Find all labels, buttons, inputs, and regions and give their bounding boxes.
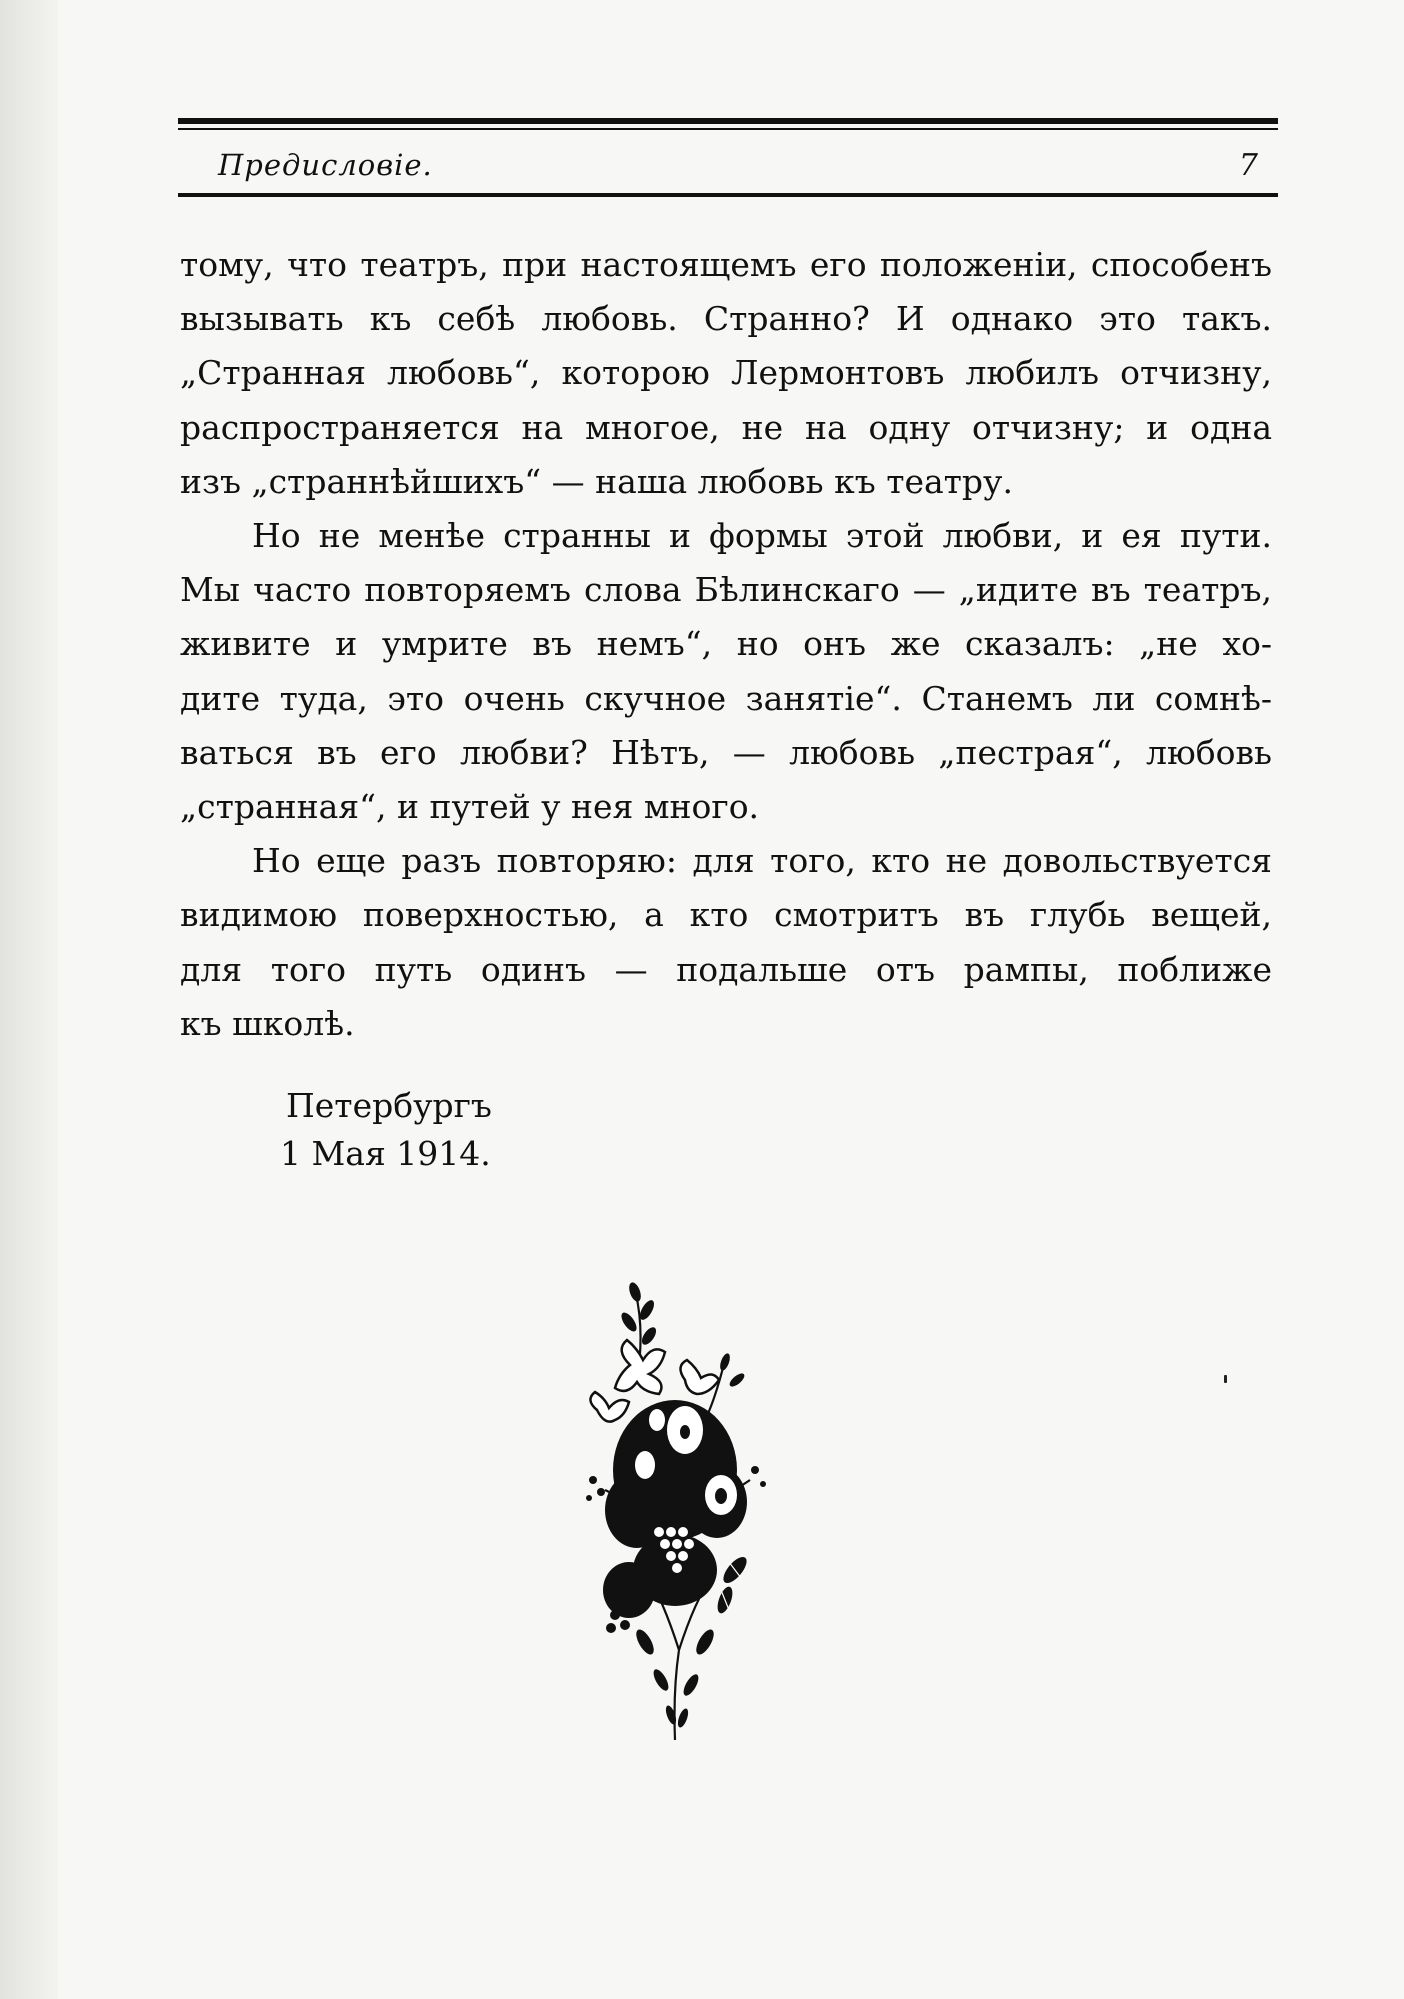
header-rule-thin [178, 128, 1278, 130]
paragraph [180, 238, 1272, 509]
text-line: Мы часто повторяемъ слова Бѣлинскаго — „идите въ театръ, [180, 570, 1272, 610]
running-head-title: Предисловіе. [218, 148, 433, 182]
text-line: „странная“, и путей у нея много. [180, 787, 760, 827]
text-line: вызывать къ себѣ любовь. Странно? И однако это такъ. [180, 299, 1272, 339]
signature-place: Петербургъ [286, 1086, 492, 1125]
header-rule-bottom [178, 193, 1278, 197]
header-rule-thick [178, 118, 1278, 124]
signature-date: 1 Мая 1914. [280, 1134, 491, 1173]
page-gutter-shadow [0, 0, 58, 1999]
text-line: къ школѣ. [180, 1003, 355, 1043]
paragraph [180, 834, 1272, 1051]
text-line: Но еще разъ повторяю: для того, кто не довольствуется [252, 841, 1272, 881]
paragraph [180, 509, 1272, 834]
print-speck [1224, 1375, 1227, 1383]
page-number: 7 [1238, 148, 1258, 183]
text-line: распространяется на многое, не на одну отчизну; и одна [180, 407, 1272, 447]
text-line: для того путь одинъ — подальше отъ рампы, поближе [180, 949, 1272, 989]
text-line: „Странная любовь“, которою Лермонтовъ любилъ отчизну, [180, 353, 1272, 393]
text-line: живите и умрите въ немъ“, но онъ же сказалъ: „не хо- [180, 624, 1272, 664]
body-text [180, 238, 1272, 1051]
text-line: ваться въ его любви? Нѣтъ, — любовь „пестрая“, любовь [180, 732, 1272, 772]
text-line: изъ „страннѣйшихъ“ — наша любовь къ театру. [180, 461, 1013, 501]
text-line: тому, что театръ, при настоящемъ его положеніи, способенъ [180, 245, 1272, 284]
running-head [178, 142, 1278, 192]
signature-block [280, 1082, 492, 1178]
floral-fruit-vignette-icon [575, 1270, 775, 1750]
text-line: видимою поверхностью, а кто смотритъ въ глубь вещей, [180, 895, 1272, 935]
text-line: Но не менѣе странны и формы этой любви, и ея пути. [252, 516, 1272, 556]
text-line: дите туда, это очень скучное занятіе“. Станемъ ли сомнѣ- [180, 678, 1272, 718]
